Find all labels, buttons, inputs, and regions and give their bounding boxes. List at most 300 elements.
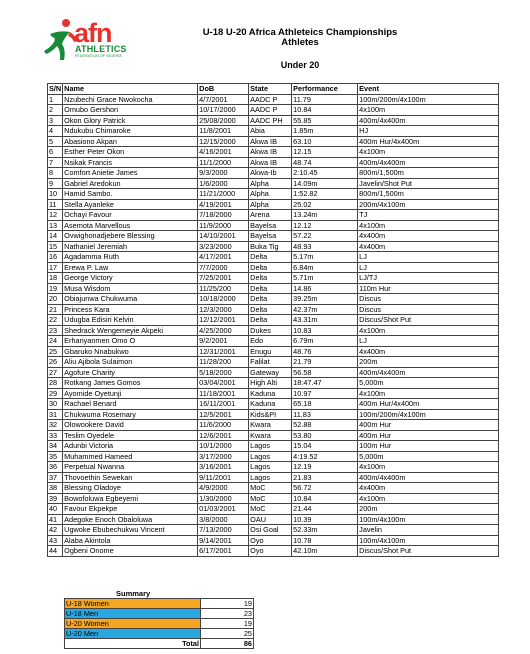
cell-event: Discus bbox=[358, 294, 499, 305]
cell-name: Favour Ekpekpe bbox=[63, 504, 198, 515]
cell-name: Okon Glory Patrick bbox=[63, 115, 198, 126]
cell-dob: 12/31/2001 bbox=[198, 346, 249, 357]
cell-state: Edo bbox=[249, 336, 292, 347]
cell-sn: 26 bbox=[48, 357, 63, 368]
table-row bbox=[48, 136, 499, 147]
summary-label: U-20 Women bbox=[65, 619, 201, 629]
cell-sn: 28 bbox=[48, 378, 63, 389]
table-row bbox=[48, 462, 499, 473]
cell-name: Abasiono Akpan bbox=[63, 136, 198, 147]
cell-state: Delta bbox=[249, 283, 292, 294]
cell-event: 4x400m bbox=[358, 231, 499, 242]
cell-dob: 12/12/2001 bbox=[198, 315, 249, 326]
cell-dob: 4/7/2001 bbox=[198, 94, 249, 105]
table-row bbox=[48, 399, 499, 410]
cell-event: 5,000m bbox=[358, 451, 499, 462]
cell-event: 4x100m bbox=[358, 105, 499, 116]
cell-name: Stella Ayanleke bbox=[63, 199, 198, 210]
cell-performance: 2:10.45 bbox=[292, 168, 358, 179]
cell-dob: 16/11/2001 bbox=[198, 399, 249, 410]
cell-sn: 1 bbox=[48, 94, 63, 105]
cell-performance: 1:52.82 bbox=[292, 189, 358, 200]
cell-sn: 10 bbox=[48, 189, 63, 200]
cell-event: 4x400m bbox=[358, 483, 499, 494]
col-header-name: Name bbox=[63, 84, 198, 95]
cell-dob: 6/17/2001 bbox=[198, 546, 249, 557]
cell-dob: 11/18/2001 bbox=[198, 388, 249, 399]
cell-state: Lagos bbox=[249, 441, 292, 452]
cell-dob: 12/5/2001 bbox=[198, 409, 249, 420]
cell-state: Gateway bbox=[249, 367, 292, 378]
logo-brand: afn bbox=[74, 18, 112, 48]
cell-dob: 11/25/200 bbox=[198, 283, 249, 294]
table-row bbox=[48, 147, 499, 158]
summary-value: 23 bbox=[201, 609, 254, 619]
cell-state: Alpha bbox=[249, 189, 292, 200]
cell-dob: 11/28/200 bbox=[198, 357, 249, 368]
table-row bbox=[48, 336, 499, 347]
col-header-sn: S/N bbox=[49, 84, 62, 93]
cell-dob: 4/17/2001 bbox=[198, 252, 249, 263]
table-row bbox=[48, 220, 499, 231]
cell-sn: 33 bbox=[48, 430, 63, 441]
cell-dob: 11/9/2000 bbox=[198, 220, 249, 231]
summary-label: U-18 Men bbox=[65, 609, 201, 619]
table-row bbox=[48, 315, 499, 326]
cell-performance: 48.76 bbox=[292, 346, 358, 357]
cell-event: 100m/200m/4x100m bbox=[358, 94, 499, 105]
cell-state: Oyo bbox=[249, 535, 292, 546]
table-row bbox=[48, 409, 499, 420]
table-row bbox=[48, 262, 499, 273]
cell-name: Gbaruko Nnabukwo bbox=[63, 346, 198, 357]
table-row bbox=[48, 546, 499, 557]
cell-name: Ovwighonadjebere Blessing bbox=[63, 231, 198, 242]
cell-performance: 25.02 bbox=[292, 199, 358, 210]
cell-dob: 3/8/2000 bbox=[198, 514, 249, 525]
cell-event: LJ/TJ bbox=[358, 273, 499, 284]
cell-event: 200m/4x100m bbox=[358, 199, 499, 210]
table-row bbox=[48, 346, 499, 357]
cell-performance: 63.10 bbox=[292, 136, 358, 147]
cell-state: Alpha bbox=[249, 178, 292, 189]
cell-performance: 4:19.52 bbox=[292, 451, 358, 462]
cell-sn: 19 bbox=[48, 283, 63, 294]
cell-performance: 21.83 bbox=[292, 472, 358, 483]
cell-performance: 48.93 bbox=[292, 241, 358, 252]
table-row bbox=[48, 441, 499, 452]
table-row bbox=[48, 535, 499, 546]
cell-performance: 43.31m bbox=[292, 315, 358, 326]
cell-dob: 12/3/2000 bbox=[198, 304, 249, 315]
cell-dob: 5/18/2000 bbox=[198, 367, 249, 378]
cell-state: Falilat bbox=[249, 357, 292, 368]
cell-sn: 38 bbox=[48, 483, 63, 494]
cell-event: 4x100m bbox=[358, 325, 499, 336]
cell-event: 400m Hur/4x400m bbox=[358, 136, 499, 147]
summary-label: U-20 Men bbox=[65, 629, 201, 639]
cell-sn: 16 bbox=[48, 252, 63, 263]
summary-table bbox=[64, 598, 254, 649]
table-row bbox=[48, 231, 499, 242]
cell-state: Akwa IB bbox=[249, 157, 292, 168]
cell-sn: 36 bbox=[48, 462, 63, 473]
summary-row bbox=[65, 619, 254, 629]
table-row bbox=[48, 483, 499, 494]
cell-name: Ndukubu Chimaroke bbox=[63, 126, 198, 137]
cell-sn: 20 bbox=[48, 294, 63, 305]
cell-sn: 39 bbox=[48, 493, 63, 504]
cell-performance: 14.86 bbox=[292, 283, 358, 294]
cell-performance: 48.74 bbox=[292, 157, 358, 168]
cell-dob: 9/2/2001 bbox=[198, 336, 249, 347]
cell-state: Abia bbox=[249, 126, 292, 137]
cell-name: Rotkang James Gomos bbox=[63, 378, 198, 389]
cell-event: 800m/1,500m bbox=[358, 189, 499, 200]
cell-sn: 24 bbox=[48, 336, 63, 347]
cell-dob: 03/04/2001 bbox=[198, 378, 249, 389]
cell-event: Discus bbox=[358, 304, 499, 315]
cell-event: Javelin/Shot Put bbox=[358, 178, 499, 189]
summary-total-value: 86 bbox=[201, 639, 254, 649]
cell-performance: 42.37m bbox=[292, 304, 358, 315]
cell-dob: 25/08/2000 bbox=[198, 115, 249, 126]
cell-performance: 21.44 bbox=[292, 504, 358, 515]
cell-performance: 39.25m bbox=[292, 294, 358, 305]
cell-state: Kids&PI bbox=[249, 409, 292, 420]
cell-performance: 10.84 bbox=[292, 493, 358, 504]
cell-dob: 7/13/2000 bbox=[198, 525, 249, 536]
cell-performance: 21.79 bbox=[292, 357, 358, 368]
table-row bbox=[48, 430, 499, 441]
cell-state: Delta bbox=[249, 294, 292, 305]
cell-performance: 6.84m bbox=[292, 262, 358, 273]
cell-name: Hamid Sambo. bbox=[63, 189, 198, 200]
table-row bbox=[48, 472, 499, 483]
cell-event: 4x100m bbox=[358, 462, 499, 473]
cell-state: MoC bbox=[249, 483, 292, 494]
table-row bbox=[48, 126, 499, 137]
cell-name: Rachael Benard bbox=[63, 399, 198, 410]
summary-label: U-18 Women bbox=[65, 599, 201, 609]
cell-state: Alpha bbox=[249, 199, 292, 210]
cell-sn: 4 bbox=[48, 126, 63, 137]
cell-event: 400m/4x400m bbox=[358, 367, 499, 378]
cell-sn: 15 bbox=[48, 241, 63, 252]
cell-dob: 7/18/2000 bbox=[198, 210, 249, 221]
cell-state: Kwara bbox=[249, 420, 292, 431]
cell-performance: 5.71m bbox=[292, 273, 358, 284]
document-subtitle: Athletes bbox=[281, 37, 319, 48]
cell-name: Ogbeni Onome bbox=[63, 546, 198, 557]
athletes-table bbox=[47, 83, 499, 557]
cell-name: Ochayi Favour bbox=[63, 210, 198, 221]
cell-performance: 56.58 bbox=[292, 367, 358, 378]
cell-performance: 55.85 bbox=[292, 115, 358, 126]
cell-sn: 37 bbox=[48, 472, 63, 483]
cell-sn: 25 bbox=[48, 346, 63, 357]
cell-dob: 12/15/2000 bbox=[198, 136, 249, 147]
cell-sn: 31 bbox=[48, 409, 63, 420]
cell-event: Discus/Shot Put bbox=[358, 315, 499, 326]
cell-name: Princess Kara bbox=[63, 304, 198, 315]
table-row bbox=[48, 283, 499, 294]
cell-dob: 10/17/2000 bbox=[198, 105, 249, 116]
cell-event: 100m/4x100m bbox=[358, 535, 499, 546]
cell-performance: 14.09m bbox=[292, 178, 358, 189]
col-header-dob: DoB bbox=[198, 84, 249, 95]
table-row bbox=[48, 367, 499, 378]
cell-name: Nzubechi Grace Nwokocha bbox=[63, 94, 198, 105]
cell-state: Lagos bbox=[249, 472, 292, 483]
cell-state: Delta bbox=[249, 262, 292, 273]
cell-name: Ayomide Oyetunji bbox=[63, 388, 198, 399]
cell-dob: 1/30/2000 bbox=[198, 493, 249, 504]
cell-name: Udugba Edisiri Kelvin bbox=[63, 315, 198, 326]
cell-name: Nathaniel Jeremiah bbox=[63, 241, 198, 252]
cell-state: Delta bbox=[249, 304, 292, 315]
cell-event: 400m Hur bbox=[358, 430, 499, 441]
cell-dob: 10/1/2000 bbox=[198, 441, 249, 452]
table-row bbox=[48, 357, 499, 368]
section-heading: Under 20 bbox=[280, 60, 320, 70]
cell-sn: 22 bbox=[48, 315, 63, 326]
table-row bbox=[48, 105, 499, 116]
cell-sn: 18 bbox=[48, 273, 63, 284]
cell-dob: 9/14/2001 bbox=[198, 535, 249, 546]
table-row bbox=[48, 252, 499, 263]
cell-dob: 11/21/2000 bbox=[198, 189, 249, 200]
cell-name: Musa Wisdom bbox=[63, 283, 198, 294]
cell-performance: 52.33m bbox=[292, 525, 358, 536]
cell-performance: 42.10m bbox=[292, 546, 358, 557]
cell-event: 100m/4x100m bbox=[358, 514, 499, 525]
cell-name: Erewa P. Law bbox=[63, 262, 198, 273]
cell-name: Asemota Marvellous bbox=[63, 220, 198, 231]
cell-performance: 11.79 bbox=[292, 94, 358, 105]
cell-dob: 11/6/2000 bbox=[198, 420, 249, 431]
cell-state: High Alti bbox=[249, 378, 292, 389]
cell-name: Adegoke Enoch Obaloluwa bbox=[63, 514, 198, 525]
table-row bbox=[48, 115, 499, 126]
cell-sn: 23 bbox=[48, 325, 63, 336]
runner-icon bbox=[44, 18, 78, 62]
summary-value: 25 bbox=[201, 629, 254, 639]
cell-dob: 3/17/2000 bbox=[198, 451, 249, 462]
cell-dob: 9/11/2001 bbox=[198, 472, 249, 483]
cell-sn: 5 bbox=[48, 136, 63, 147]
afn-logo bbox=[44, 18, 140, 66]
cell-sn: 11 bbox=[48, 199, 63, 210]
cell-dob: 4/25/2000 bbox=[198, 325, 249, 336]
summary-value: 19 bbox=[201, 599, 254, 609]
cell-performance: 56.72 bbox=[292, 483, 358, 494]
cell-name: Alaba Akintola bbox=[63, 535, 198, 546]
cell-event: LJ bbox=[358, 336, 499, 347]
cell-performance: 52.88 bbox=[292, 420, 358, 431]
table-row bbox=[48, 168, 499, 179]
cell-sn: 27 bbox=[48, 367, 63, 378]
cell-sn: 8 bbox=[48, 168, 63, 179]
cell-state: Dukes bbox=[249, 325, 292, 336]
summary-row bbox=[65, 599, 254, 609]
cell-sn: 30 bbox=[48, 399, 63, 410]
cell-state: MoC bbox=[249, 504, 292, 515]
cell-state: Delta bbox=[249, 252, 292, 263]
cell-performance: 10.84 bbox=[292, 105, 358, 116]
table-row bbox=[48, 189, 499, 200]
cell-state: Kaduna bbox=[249, 388, 292, 399]
cell-performance: 10.83 bbox=[292, 325, 358, 336]
cell-dob: 01/03/2001 bbox=[198, 504, 249, 515]
cell-name: Agofure Charity bbox=[63, 367, 198, 378]
cell-state: Akwa IB bbox=[249, 147, 292, 158]
cell-event: 400m/4x400m bbox=[358, 472, 499, 483]
cell-event: LJ bbox=[358, 252, 499, 263]
summary-total-label: Total bbox=[65, 639, 201, 649]
table-row bbox=[48, 514, 499, 525]
cell-sn: 32 bbox=[48, 420, 63, 431]
cell-state: Osi Goal bbox=[249, 525, 292, 536]
cell-state: Kaduna bbox=[249, 399, 292, 410]
cell-event: 200m bbox=[358, 357, 499, 368]
cell-sn: 41 bbox=[48, 514, 63, 525]
cell-name: Muhammed Hameed bbox=[63, 451, 198, 462]
cell-dob: 14/10/2001 bbox=[198, 231, 249, 242]
table-row bbox=[48, 210, 499, 221]
table-row bbox=[48, 420, 499, 431]
cell-event: 400m/4x400m bbox=[358, 115, 499, 126]
cell-event: 100m Hur bbox=[358, 441, 499, 452]
cell-performance: 18:47.47 bbox=[292, 378, 358, 389]
cell-performance: 6.79m bbox=[292, 336, 358, 347]
cell-name: Perpetual Nwanna bbox=[63, 462, 198, 473]
cell-event: 400m/4x400m bbox=[358, 157, 499, 168]
table-row bbox=[48, 525, 499, 536]
cell-dob: 11/1/2000 bbox=[198, 157, 249, 168]
cell-dob: 3/16/2001 bbox=[198, 462, 249, 473]
cell-event: LJ bbox=[358, 262, 499, 273]
cell-state: AADC P bbox=[249, 94, 292, 105]
table-row bbox=[48, 493, 499, 504]
table-row bbox=[48, 94, 499, 105]
cell-performance: 5.17m bbox=[292, 252, 358, 263]
table-row bbox=[48, 325, 499, 336]
cell-event: 100m/200m/4x100m bbox=[358, 409, 499, 420]
cell-sn: 43 bbox=[48, 535, 63, 546]
cell-name: George Victory bbox=[63, 273, 198, 284]
cell-performance: 12.19 bbox=[292, 462, 358, 473]
table-row bbox=[48, 378, 499, 389]
col-header-event: Event bbox=[358, 84, 499, 95]
table-row bbox=[48, 157, 499, 168]
cell-sn: 7 bbox=[48, 157, 63, 168]
cell-event: TJ bbox=[358, 210, 499, 221]
cell-state: MoC bbox=[249, 493, 292, 504]
cell-name: Bowofoluwa Egbeyemi bbox=[63, 493, 198, 504]
cell-state: AADC PH bbox=[249, 115, 292, 126]
cell-event: 110m Hur bbox=[358, 283, 499, 294]
cell-sn: 35 bbox=[48, 451, 63, 462]
cell-name: Olowookere David bbox=[63, 420, 198, 431]
table-row bbox=[48, 178, 499, 189]
cell-name: Ugwoke Ebubechukwu Vincent bbox=[63, 525, 198, 536]
cell-performance: 57.22 bbox=[292, 231, 358, 242]
cell-performance: 1.85m bbox=[292, 126, 358, 137]
cell-sn: 13 bbox=[48, 220, 63, 231]
cell-name: Thovoethin Sewekan bbox=[63, 472, 198, 483]
cell-event: 800m/1,500m bbox=[358, 168, 499, 179]
cell-event: Discus/Shot Put bbox=[358, 546, 499, 557]
cell-name: Aliu Ajibola Sulaimon bbox=[63, 357, 198, 368]
cell-state: Lagos bbox=[249, 451, 292, 462]
logo-subtitle: ATHLETICS bbox=[75, 44, 127, 54]
document-title: U-18 U-20 Africa Athleteics Championships bbox=[202, 27, 398, 38]
cell-state: Bayelsa bbox=[249, 220, 292, 231]
cell-state: Oyo bbox=[249, 546, 292, 557]
cell-state: Kwara bbox=[249, 430, 292, 441]
cell-performance: 12.12 bbox=[292, 220, 358, 231]
table-header-row bbox=[48, 84, 499, 95]
cell-name: Blessing Oladoye bbox=[63, 483, 198, 494]
cell-state: Akwa IB bbox=[249, 136, 292, 147]
table-row bbox=[48, 241, 499, 252]
logo-federation: FEDERATION OF NIGERIA bbox=[75, 54, 122, 58]
cell-state: Delta bbox=[249, 315, 292, 326]
cell-performance: 11.83 bbox=[292, 409, 358, 420]
summary-row bbox=[65, 629, 254, 639]
cell-event: HJ bbox=[358, 126, 499, 137]
cell-performance: 10.39 bbox=[292, 514, 358, 525]
cell-state: Enugu bbox=[249, 346, 292, 357]
cell-state: OAU bbox=[249, 514, 292, 525]
cell-event: 400m Hur/4x400m bbox=[358, 399, 499, 410]
table-row bbox=[48, 504, 499, 515]
cell-sn: 6 bbox=[48, 147, 63, 158]
summary-title: Summary bbox=[116, 589, 151, 598]
cell-performance: 10.97 bbox=[292, 388, 358, 399]
cell-event: 4x400m bbox=[358, 241, 499, 252]
table-row bbox=[48, 273, 499, 284]
cell-performance: 53.80 bbox=[292, 430, 358, 441]
cell-sn: 42 bbox=[48, 525, 63, 536]
cell-sn: 12 bbox=[48, 210, 63, 221]
cell-name: Agadamma Ruth bbox=[63, 252, 198, 263]
cell-performance: 12.15 bbox=[292, 147, 358, 158]
cell-name: Omubo Gershon bbox=[63, 105, 198, 116]
cell-state: Bayelsa bbox=[249, 231, 292, 242]
cell-name: Erhanyanmen Omo O bbox=[63, 336, 198, 347]
cell-sn: 29 bbox=[48, 388, 63, 399]
table-row bbox=[48, 199, 499, 210]
cell-name: Adunbi Victoria bbox=[63, 441, 198, 452]
cell-state: Arena bbox=[249, 210, 292, 221]
cell-event: 200m bbox=[358, 504, 499, 515]
cell-state: AADC P bbox=[249, 105, 292, 116]
cell-dob: 12/6/2001 bbox=[198, 430, 249, 441]
table-row bbox=[48, 294, 499, 305]
summary-total-row bbox=[65, 639, 254, 649]
cell-event: Javelin bbox=[358, 525, 499, 536]
cell-dob: 7/25/2001 bbox=[198, 273, 249, 284]
table-row bbox=[48, 388, 499, 399]
table-body bbox=[48, 94, 499, 556]
cell-name: Teslim Oyedele bbox=[63, 430, 198, 441]
cell-dob: 10/18/2000 bbox=[198, 294, 249, 305]
cell-dob: 4/9/2000 bbox=[198, 483, 249, 494]
cell-event: 4x100m bbox=[358, 147, 499, 158]
cell-sn: 2 bbox=[48, 105, 63, 116]
